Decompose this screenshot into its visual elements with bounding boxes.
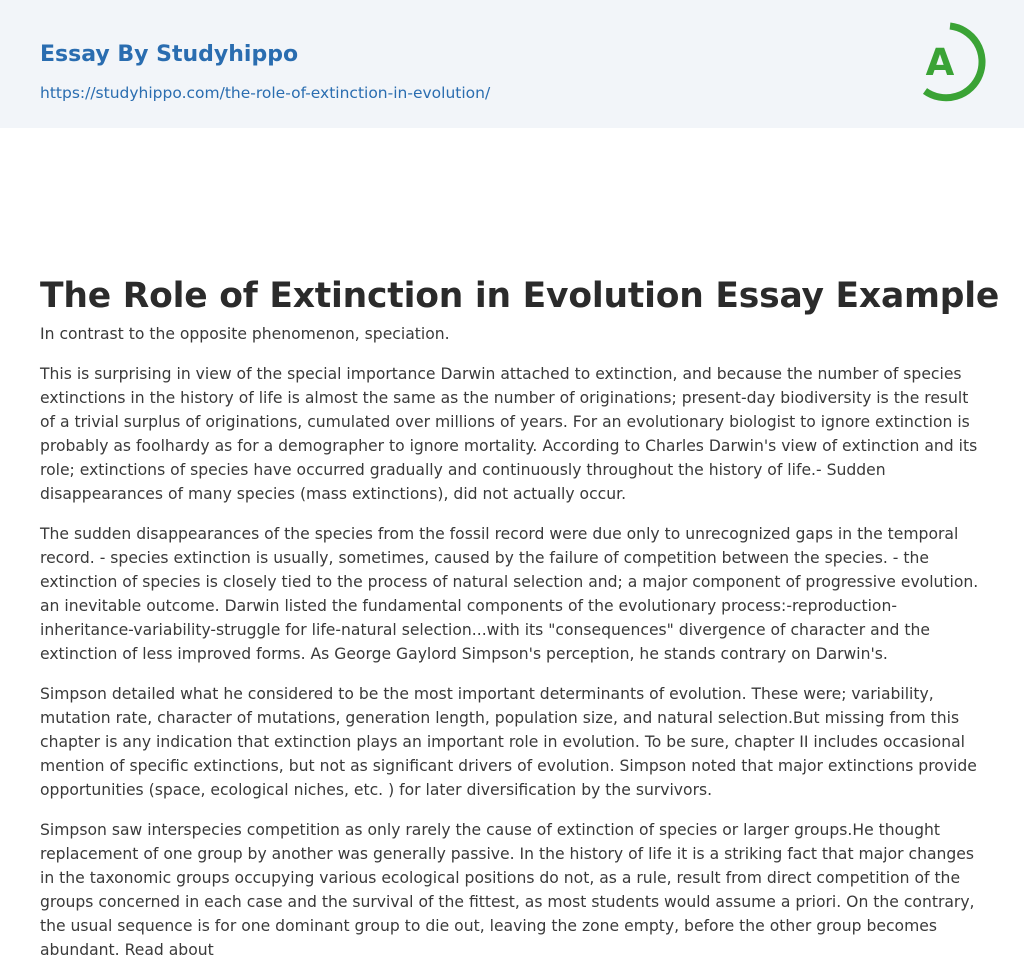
paragraph: The sudden disappearances of the species from the fossil record were due only to unrecognized gaps in the temporal record. - species extinction is usually, sometimes, caused by the failure of competition between the species. - the extinction of species is closely tied to the process of natural selection and; a major component of progressive evolution. an inevitable outcome. Darwin listed the fundamental components of the evolutionary process:-reproduction-inheritance-variability-struggle for life-natural selection...with its "consequences" divergence of character and the extinction of less improved forms. As George Gaylord Simpson's perception, he stands contrary on Darwin's. bbox=[40, 525, 979, 663]
article-body bbox=[0, 128, 1024, 962]
site-header bbox=[0, 0, 1024, 128]
page-title: The Role of Extinction in Evolution Essay Example bbox=[40, 276, 1000, 316]
paragraph: In contrast to the opposite phenomenon, speciation. bbox=[40, 325, 450, 343]
paragraph: This is surprising in view of the special importance Darwin attached to extinction, and because the number of species extinctions in the history of life is almost the same as the number of originations; present-day biodiversity is the result of a trivial surplus of originations, cumulated over millions of years. For an evolutionary biologist to ignore extinction is probably as foolhardy as for a demographer to ignore mortality. According to Charles Darwin's view of extinction and its role; extinctions of species have occurred gradually and continuously throughout the history of life.- Sudden disappearances of many species (mass extinctions), did not actually occur. bbox=[40, 365, 978, 503]
paragraph: Simpson detailed what he considered to be the most important determinants of evolution. These were; variability, mutation rate, character of mutations, generation length, population size, and natural selection.But missing from this chapter is any indication that extinction plays an important role in evolution. To be sure, chapter II includes occasional mention of specific extinctions, but not as significant drivers of evolution. Simpson noted that major extinctions provide opportunities (space, ecological niches, etc. ) for later diversification by the survivors. bbox=[40, 685, 977, 799]
site-title[interactable]: Essay By Studyhippo bbox=[40, 42, 299, 67]
logo-letter: A bbox=[925, 41, 955, 84]
source-url-link[interactable]: https://studyhippo.com/the-role-of-extinction-in-evolution/ bbox=[40, 84, 491, 102]
read-about-link[interactable]: Read about bbox=[124, 941, 214, 959]
paragraph-text: Simpson saw interspecies competition as only rarely the cause of extinction of species or larger groups.He thought replacement of one group by another was generally passive. In the history of life it is a striking fact that major changes in the taxonomic groups occupying various ecological positions do not, as a rule, result from direct competition of the groups concerned in each case and the survival of the fittest, as most students would assume a priori. On the contrary, the usual sequence is for one dominant group to die out, leaving the zone empty, before the other group becomes abundant. bbox=[40, 821, 975, 959]
studyhippo-logo-icon[interactable] bbox=[914, 20, 986, 106]
paragraph-with-read-about bbox=[40, 818, 984, 962]
